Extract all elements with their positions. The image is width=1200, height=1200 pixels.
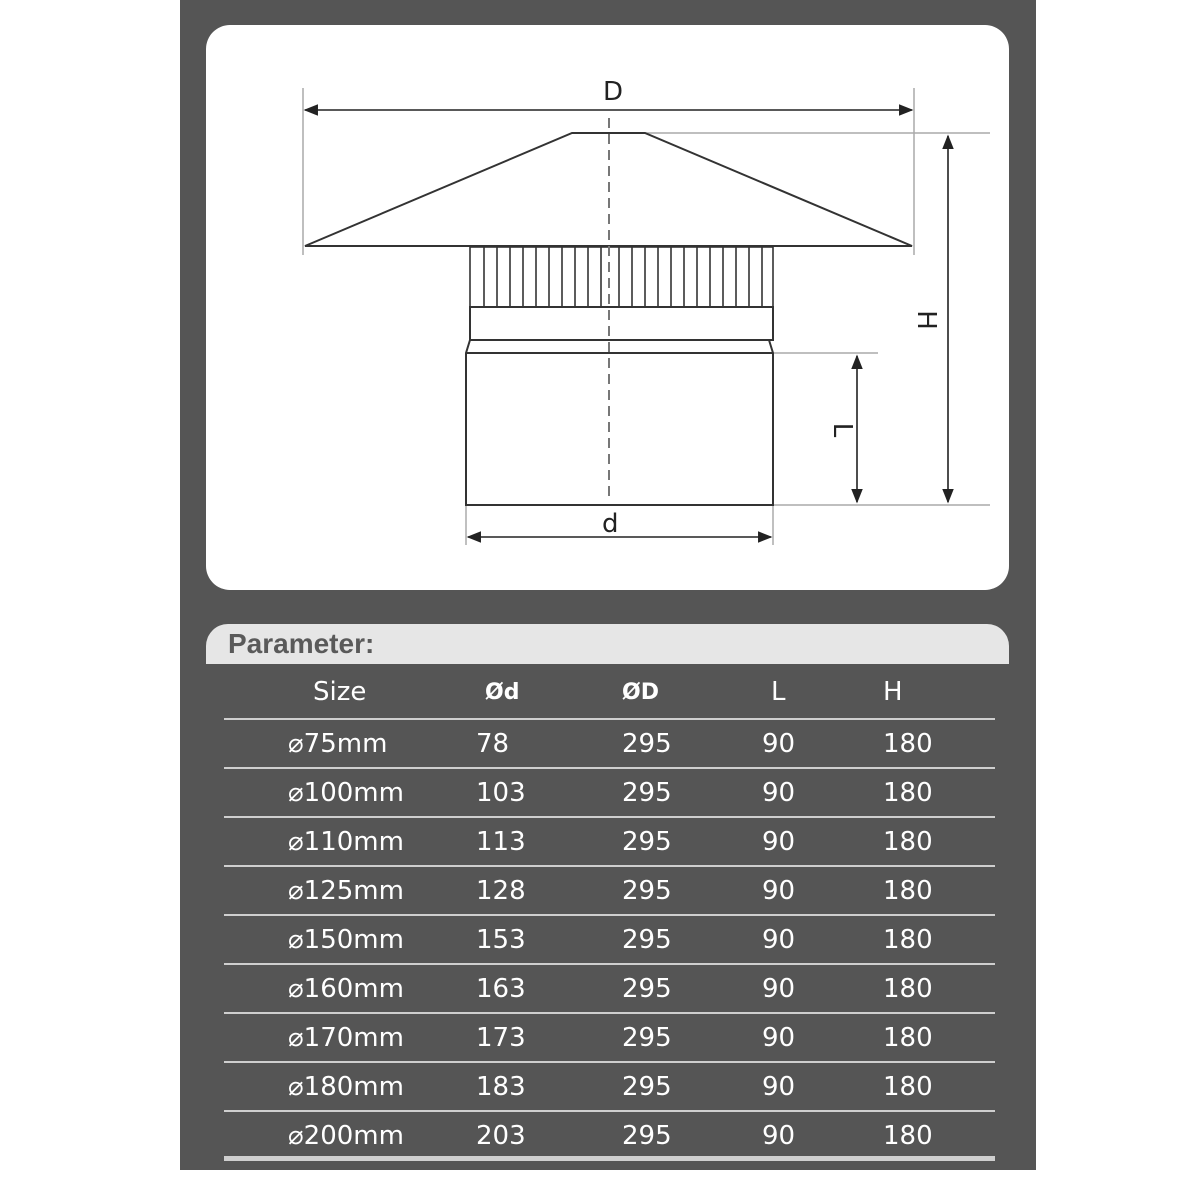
table-row — [224, 769, 995, 818]
table-row — [224, 1112, 995, 1161]
label-H: H — [911, 310, 941, 330]
column-header-height: H — [883, 677, 903, 707]
cell-height: 180 — [883, 1120, 933, 1151]
pipe-body — [466, 307, 773, 505]
cell-outer-diameter: 295 — [622, 1022, 672, 1053]
cell-inner-diameter: 103 — [476, 777, 526, 808]
table-row — [224, 1014, 995, 1063]
table-body — [224, 720, 995, 1161]
cell-height: 180 — [883, 728, 933, 759]
table-row — [224, 867, 995, 916]
cell-size: ⌀100mm — [288, 777, 404, 808]
cell-inner-diameter: 113 — [476, 826, 526, 857]
column-header-inner-diameter: Ød — [485, 679, 520, 705]
cell-height: 180 — [883, 924, 933, 955]
cell-length: 90 — [762, 973, 796, 1004]
cell-length: 90 — [762, 826, 796, 857]
table-row — [224, 965, 995, 1014]
cell-height: 180 — [883, 826, 933, 857]
cell-length: 90 — [762, 728, 796, 759]
cell-length: 90 — [762, 1071, 796, 1102]
cell-inner-diameter: 173 — [476, 1022, 526, 1053]
cell-outer-diameter: 295 — [622, 826, 672, 857]
table-row — [224, 720, 995, 769]
extension-lines — [303, 88, 990, 545]
cell-size: ⌀160mm — [288, 973, 404, 1004]
cell-length: 90 — [762, 924, 796, 955]
cell-inner-diameter: 128 — [476, 875, 526, 906]
cell-length: 90 — [762, 777, 796, 808]
cell-outer-diameter: 295 — [622, 973, 672, 1004]
cell-size: ⌀170mm — [288, 1022, 404, 1053]
cell-size: ⌀75mm — [288, 728, 388, 759]
parameter-header — [206, 624, 1009, 664]
cell-size: ⌀150mm — [288, 924, 404, 955]
cell-height: 180 — [883, 875, 933, 906]
table-row — [224, 1063, 995, 1112]
parameter-table — [224, 666, 995, 1161]
cell-height: 180 — [883, 1022, 933, 1053]
table-bottom-rule — [224, 1156, 995, 1159]
cell-size: ⌀200mm — [288, 1120, 404, 1151]
cell-outer-diameter: 295 — [622, 728, 672, 759]
cell-outer-diameter: 295 — [622, 777, 672, 808]
column-header-length: L — [771, 677, 786, 707]
cell-size: ⌀180mm — [288, 1071, 404, 1102]
column-header-outer-diameter: ØD — [622, 679, 659, 705]
column-header-size: Size — [313, 677, 367, 707]
cell-length: 90 — [762, 1022, 796, 1053]
label-D: D — [603, 77, 624, 107]
cell-size: ⌀110mm — [288, 826, 404, 857]
cell-outer-diameter: 295 — [622, 875, 672, 906]
cell-inner-diameter: 183 — [476, 1071, 526, 1102]
louver-section — [470, 247, 773, 307]
cell-height: 180 — [883, 777, 933, 808]
table-row — [224, 916, 995, 965]
cell-outer-diameter: 295 — [622, 924, 672, 955]
dimension-lines — [305, 110, 948, 537]
cell-inner-diameter: 163 — [476, 973, 526, 1004]
cell-inner-diameter: 78 — [476, 728, 510, 759]
cell-height: 180 — [883, 973, 933, 1004]
parameter-title: Parameter: — [228, 628, 375, 659]
table-header-row — [224, 666, 995, 720]
cell-outer-diameter: 295 — [622, 1120, 672, 1151]
cell-size: ⌀125mm — [288, 875, 404, 906]
cell-inner-diameter: 153 — [476, 924, 526, 955]
cell-height: 180 — [883, 1071, 933, 1102]
cell-outer-diameter: 295 — [622, 1071, 672, 1102]
label-L: L — [827, 422, 857, 438]
table-row — [224, 818, 995, 867]
label-d: d — [602, 509, 619, 539]
cell-length: 90 — [762, 1120, 796, 1151]
cell-length: 90 — [762, 875, 796, 906]
cell-inner-diameter: 203 — [476, 1120, 526, 1151]
